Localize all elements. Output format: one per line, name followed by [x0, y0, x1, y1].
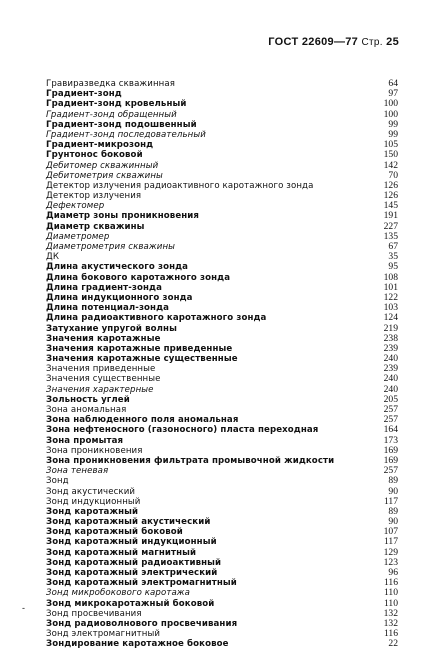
entry-page-number: 108	[383, 271, 398, 283]
entry-page-number: 123	[383, 556, 398, 568]
entry-term: Дебитомер скважинный	[46, 160, 159, 171]
entry-page-number: 110	[383, 587, 398, 599]
entry-term: Зонд каротажный индукционный	[46, 537, 217, 548]
index-entry	[46, 191, 398, 201]
entry-term: Зона теневая	[46, 466, 109, 477]
entry-page-number: 257	[383, 465, 398, 477]
entry-page-number: 105	[383, 139, 398, 151]
entry-page-number: 126	[383, 179, 398, 191]
entry-page-number: 169	[383, 454, 398, 466]
index-entry	[46, 487, 398, 497]
index-entry	[46, 140, 398, 150]
index-entry	[46, 262, 398, 272]
entry-term: Зонд просвечивания	[46, 608, 142, 619]
entry-page-number: 110	[383, 597, 398, 609]
index-entry	[46, 273, 398, 283]
entry-term: Длина бокового каротажного зонда	[46, 272, 231, 283]
entry-term: Значения каротажные существенные	[46, 354, 238, 365]
entry-term: Зона нефтеносного (газоносного) пласта переходная	[46, 425, 319, 436]
entry-page-number: 169	[383, 444, 398, 456]
entry-page-number: 173	[383, 434, 398, 446]
page-header	[268, 36, 399, 48]
entry-term: Детектор излучения радиоактивного каротажного зонда	[46, 180, 314, 191]
index-entry	[46, 313, 398, 323]
index-entry	[46, 181, 398, 191]
index-entry	[46, 599, 398, 609]
index-entry	[46, 211, 398, 221]
index-entry	[46, 150, 398, 160]
index-entry	[46, 466, 398, 476]
entry-page-number: 122	[383, 291, 398, 303]
entry-page-number: 107	[383, 526, 398, 538]
entry-term: Градиент-зонд последовательный	[46, 129, 206, 140]
entry-term: Зона наблюденного поля аномальная	[46, 415, 239, 426]
entry-term: Зонд электромагнитный	[46, 629, 161, 640]
index-entry	[46, 110, 398, 120]
entry-page-number: 99	[388, 128, 398, 140]
index-entry	[46, 171, 398, 181]
entry-page-number: 100	[383, 108, 398, 120]
page-number: 25	[386, 36, 399, 48]
entry-page-number: 145	[383, 200, 398, 212]
entry-term: Диаметр скважины	[46, 221, 145, 232]
page-label: Стр.	[361, 37, 383, 48]
entry-term: Градиент-зонд кровельный	[46, 99, 187, 110]
index-entry	[46, 303, 398, 313]
entry-term: Градиент-зонд подошвенный	[46, 119, 197, 130]
entry-page-number: 257	[383, 414, 398, 426]
index-entry	[46, 130, 398, 140]
entry-term: Длина градиент-зонда	[46, 282, 162, 293]
entry-term: Зонд каротажный магнитный	[46, 547, 197, 558]
index-entry	[46, 293, 398, 303]
index-entry	[46, 456, 398, 466]
index-entry	[46, 89, 398, 99]
entry-term: Зона аномальная	[46, 405, 127, 415]
index-entry	[46, 639, 398, 649]
entry-term: Грунтонос боковой	[46, 150, 143, 161]
index-entry	[46, 354, 398, 364]
index-entry	[46, 436, 398, 446]
entry-term: Диаметр зоны проникновения	[46, 211, 200, 222]
index-entry	[46, 497, 398, 507]
entry-term: ДК	[46, 252, 60, 263]
index-entry	[46, 222, 398, 232]
entry-page-number: 116	[383, 628, 398, 640]
entry-term: Градиент-микрозонд	[46, 140, 154, 151]
entry-page-number: 70	[388, 169, 398, 181]
entry-term: Значения каротажные приведенные	[46, 343, 233, 354]
index-entry	[46, 476, 398, 486]
index-entry	[46, 507, 398, 517]
entry-term: Зольность углей	[46, 394, 130, 405]
entry-term: Зонд индукционный	[46, 496, 141, 507]
entry-term: Зонд каротажный радиоактивный	[46, 557, 222, 568]
index-entry	[46, 79, 398, 89]
index-entry	[46, 537, 398, 547]
entry-page-number: 164	[383, 424, 398, 436]
entry-page-number: 100	[383, 98, 398, 110]
entry-page-number: 89	[388, 475, 398, 487]
index-entry	[46, 283, 398, 293]
entry-term: Зонд микробокового каротажа	[46, 588, 191, 599]
entry-page-number: 99	[388, 118, 398, 130]
index-entry	[46, 395, 398, 405]
index-entry	[46, 161, 398, 171]
index-entry	[46, 374, 398, 384]
entry-page-number: 64	[388, 78, 398, 89]
index-entry	[46, 99, 398, 109]
entry-page-number: 116	[383, 577, 398, 589]
entry-page-number: 240	[383, 353, 398, 365]
entry-term: Зонд каротажный	[46, 506, 139, 517]
entry-term: Зона проникновения фильтрата промывочной жидкости	[46, 455, 335, 466]
entry-page-number: 35	[388, 251, 398, 263]
entry-page-number: 257	[383, 404, 398, 415]
entry-term: Градиент-зонд обращенный	[46, 109, 177, 120]
index-entry	[46, 527, 398, 537]
entry-term: Значения приведенные	[46, 364, 156, 375]
entry-term: Зонд каротажный боковой	[46, 527, 183, 538]
entry-term: Значения каротажные	[46, 333, 161, 344]
term-index-list	[46, 79, 398, 650]
entry-page-number: 124	[383, 312, 398, 324]
index-entry	[46, 120, 398, 130]
entry-term: Дебитометрия скважины	[46, 170, 163, 181]
entry-term: Дефектомер	[46, 201, 105, 212]
entry-term: Затухание упругой волны	[46, 323, 177, 334]
index-entry	[46, 517, 398, 527]
entry-term: Зона проникновения	[46, 445, 143, 456]
entry-term: Зона промытая	[46, 435, 124, 446]
entry-page-number: 90	[388, 516, 398, 528]
index-entry	[46, 578, 398, 588]
margin-mark: -	[22, 603, 25, 613]
entry-page-number: 132	[383, 617, 398, 629]
index-entry	[46, 385, 398, 395]
index-entry	[46, 364, 398, 374]
index-entry	[46, 425, 398, 435]
index-entry	[46, 629, 398, 639]
index-entry	[46, 242, 398, 252]
index-entry	[46, 201, 398, 211]
entry-page-number: 117	[383, 495, 398, 507]
entry-page-number: 22	[388, 638, 398, 650]
entry-page-number: 96	[388, 567, 398, 578]
entry-term: Длина акустического зонда	[46, 262, 189, 273]
entry-term: Зонд акустический	[46, 486, 136, 497]
entry-page-number: 95	[388, 261, 398, 273]
entry-term: Градиент-зонд	[46, 89, 122, 100]
entry-page-number: 89	[388, 505, 398, 517]
entry-page-number: 239	[383, 342, 398, 354]
entry-page-number: 67	[388, 241, 398, 252]
index-entry	[46, 344, 398, 354]
entry-page-number: 101	[383, 281, 398, 293]
entry-term: Значения характерные	[46, 384, 154, 395]
entry-term: Диаметрометрия скважины	[46, 242, 176, 252]
index-entry	[46, 252, 398, 262]
entry-page-number: 227	[383, 220, 398, 232]
entry-page-number: 103	[383, 302, 398, 314]
entry-page-number: 240	[383, 383, 398, 395]
entry-page-number: 238	[383, 332, 398, 344]
index-entry	[46, 324, 398, 334]
entry-term: Зондирование каротажное боковое	[46, 639, 229, 650]
entry-term: Значения существенные	[46, 374, 161, 385]
entry-term: Длина индукционного зонда	[46, 292, 193, 303]
entry-page-number: 126	[383, 190, 398, 202]
index-entry	[46, 548, 398, 558]
entry-page-number: 129	[383, 546, 398, 558]
entry-page-number: 135	[383, 230, 398, 242]
entry-page-number: 117	[383, 536, 398, 548]
index-entry	[46, 334, 398, 344]
entry-term: Длина радиоактивного каротажного зонда	[46, 313, 267, 324]
entry-page-number: 97	[388, 88, 398, 100]
index-entry	[46, 568, 398, 578]
index-entry	[46, 588, 398, 598]
entry-page-number: 191	[383, 210, 398, 222]
entry-page-number: 219	[383, 322, 398, 334]
entry-page-number: 132	[383, 607, 398, 619]
gost-number: ГОСТ 22609—77	[268, 36, 359, 48]
index-entry	[46, 232, 398, 242]
entry-page-number: 240	[383, 373, 398, 385]
entry-term: Зонд радиоволнового просвечивания	[46, 618, 238, 629]
entry-page-number: 90	[388, 485, 398, 497]
entry-term: Диаметромер	[46, 231, 110, 242]
index-entry	[46, 405, 398, 415]
entry-term: Детектор излучения	[46, 191, 142, 202]
entry-page-number: 205	[383, 393, 398, 405]
entry-page-number: 150	[383, 149, 398, 161]
index-entry	[46, 415, 398, 425]
entry-term: Зонд микрокаротажный боковой	[46, 598, 215, 609]
index-entry	[46, 558, 398, 568]
entry-page-number: 239	[383, 363, 398, 375]
entry-term: Зонд каротажный акустический	[46, 517, 211, 528]
entry-term: Зонд	[46, 476, 69, 487]
index-entry	[46, 619, 398, 629]
index-entry	[46, 609, 398, 619]
entry-term: Зонд каротажный электрический	[46, 568, 218, 578]
entry-page-number: 142	[383, 159, 398, 171]
entry-term: Длина потенциал-зонда	[46, 303, 170, 314]
entry-term: Гравиразведка скважинная	[46, 79, 176, 89]
index-entry	[46, 446, 398, 456]
entry-term: Зонд каротажный электромагнитный	[46, 578, 237, 589]
